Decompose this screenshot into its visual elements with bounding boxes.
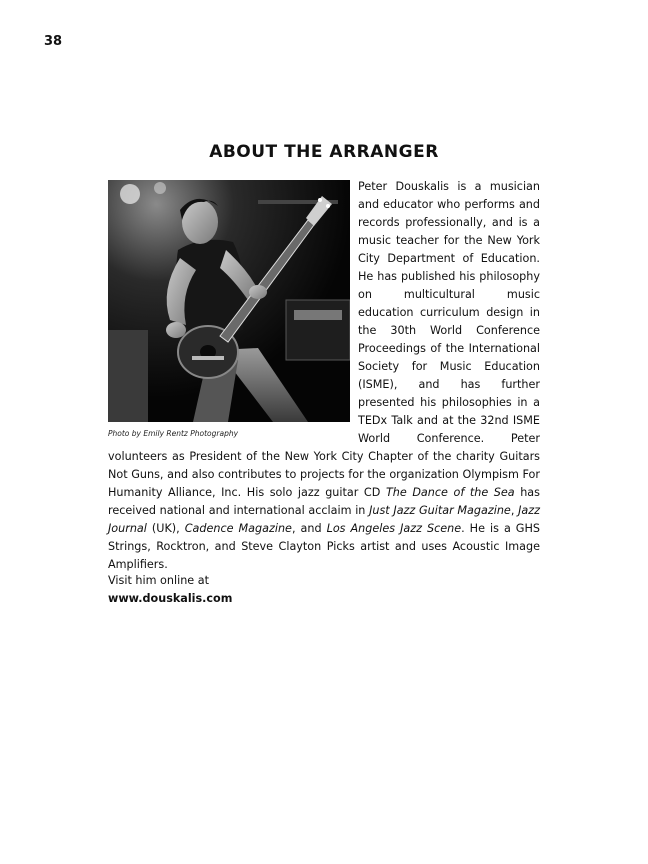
- publication-1: Just Jazz Guitar Magazine: [369, 504, 511, 517]
- bio-paragraph: [108, 178, 540, 574]
- publication-2: Jazz Journal: [108, 504, 540, 535]
- photo-caption: Photo by Emily Rentz Photography: [108, 429, 239, 438]
- cd-title: The Dance of the Sea: [385, 486, 515, 499]
- photo-wrap-spacer: [108, 178, 358, 448]
- separator-3: , and: [291, 522, 327, 535]
- publication-4: Los Angeles Jazz Scene: [326, 522, 462, 535]
- separator-1: ,: [510, 504, 519, 517]
- website-link[interactable]: www.douskalis.com: [108, 592, 233, 605]
- page-number: 38: [44, 34, 63, 49]
- bio-text-3: . He is a GHS Strings, Rocktron, and Steve Clayton Picks artist and uses Acoustic Image Amplifiers.: [108, 522, 540, 571]
- bio-text-2: has received national and international acclaim in: [108, 486, 540, 517]
- separator-2: (UK),: [146, 522, 185, 535]
- visit-section: [108, 572, 540, 608]
- publication-3: Cadence Magazine: [184, 522, 292, 535]
- visit-label: Visit him online at: [108, 574, 209, 587]
- page-title: ABOUT THE ARRANGER: [209, 142, 439, 162]
- bio-text-1: Peter Douskalis is a musician and educator who performs and records professionally, and is a music teacher for the New York City Department of Education. He has published his philosophy on multicultural music education curriculum design in the 30th World Conference Proceedings of the International Society for Music Education (ISME), and has further presented his philosophies in a TEDx Talk and at the 32nd ISME World Conference. Peter volunteers as President of the New York City Chapter of the charity Guitars Not Guns, and also contributes to projects for the organization Olympism For Humanity Alliance, Inc. His solo jazz guitar CD: [108, 180, 540, 499]
